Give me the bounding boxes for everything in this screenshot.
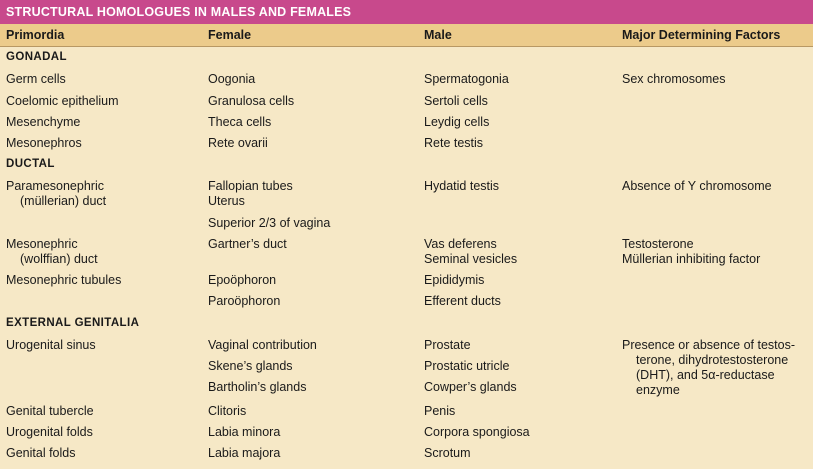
header-male: Male <box>424 28 452 42</box>
header-female: Female <box>208 28 252 42</box>
table-cell: Vas deferens <box>424 237 497 251</box>
table-cell: Uterus <box>208 194 245 208</box>
table-cell: Bartholin’s glands <box>208 380 307 394</box>
table-cell: Prostate <box>424 338 471 352</box>
table-cell: Müllerian inhibiting factor <box>622 252 761 266</box>
table-cell: Seminal vesicles <box>424 252 518 266</box>
table-cell: Testosterone <box>622 237 694 251</box>
table-cell: Penis <box>424 404 456 418</box>
table-cell: Scrotum <box>424 446 471 460</box>
table-cell: Fallopian tubes <box>208 179 293 193</box>
table-cell: Presence or absence of testos- <box>622 338 796 352</box>
table-cell: enzyme <box>636 383 680 397</box>
table-row: Paramesonephric <box>6 179 104 193</box>
table-cell: Granulosa cells <box>208 94 295 108</box>
table-cell: Epoöphoron <box>208 273 277 287</box>
table-cell: Labia minora <box>208 425 281 439</box>
header-factors: Major Determining Factors <box>622 28 781 42</box>
table-cell: terone, dihydrotestosterone <box>636 353 789 367</box>
table-cell: Hydatid testis <box>424 179 500 193</box>
table-cell: Skene’s glands <box>208 359 293 373</box>
table-row: Mesonephric <box>6 237 78 251</box>
table-cell: (müllerian) duct <box>20 194 107 208</box>
table-title: STRUCTURAL HOMOLOGUES IN MALES AND FEMALES <box>0 0 813 24</box>
table-cell: Theca cells <box>208 115 272 129</box>
table-row: Mesenchyme <box>6 115 81 129</box>
table-cell: Vaginal contribution <box>208 338 317 352</box>
table-row: Genital folds <box>6 446 76 460</box>
table-cell: Oogonia <box>208 72 256 86</box>
table-row: Urogenital sinus <box>6 338 96 352</box>
table-cell: Sertoli cells <box>424 94 488 108</box>
table-cell: Cowper’s glands <box>424 380 517 394</box>
table-row: Germ cells <box>6 72 66 86</box>
section-gonadal: GONADAL <box>6 51 67 63</box>
section-external-genitalia: EXTERNAL GENITALIA <box>6 317 140 329</box>
table-cell: Superior 2/3 of vagina <box>208 216 331 230</box>
table-cell: Absence of Y chromosome <box>622 179 772 193</box>
table-row: Mesonephric tubules <box>6 273 122 287</box>
table-cell: Labia majora <box>208 446 281 460</box>
header-primordia: Primordia <box>6 28 65 42</box>
table-cell: Leydig cells <box>424 115 490 129</box>
table-cell: Paroöphoron <box>208 294 281 308</box>
table-cell: Gartner’s duct <box>208 237 287 251</box>
table-cell: Prostatic utricle <box>424 359 510 373</box>
table-row: Genital tubercle <box>6 404 94 418</box>
table-cell: Rete ovarii <box>208 136 268 150</box>
column-header-row <box>0 24 813 47</box>
table-cell: (DHT), and 5α-reductase <box>636 368 775 382</box>
table-cell: Efferent ducts <box>424 294 501 308</box>
table-row: Urogenital folds <box>6 425 93 439</box>
table-cell: (wolffian) duct <box>20 252 98 266</box>
table-cell: Epididymis <box>424 273 485 287</box>
table-row: Mesonephros <box>6 136 82 150</box>
table-cell: Clitoris <box>208 404 247 418</box>
table-cell: Sex chromosomes <box>622 72 726 86</box>
table-cell: Corpora spongiosa <box>424 425 530 439</box>
table-row: Coelomic epithelium <box>6 94 119 108</box>
table-cell: Spermatogonia <box>424 72 509 86</box>
section-ductal: DUCTAL <box>6 158 55 170</box>
table-cell: Rete testis <box>424 136 484 150</box>
